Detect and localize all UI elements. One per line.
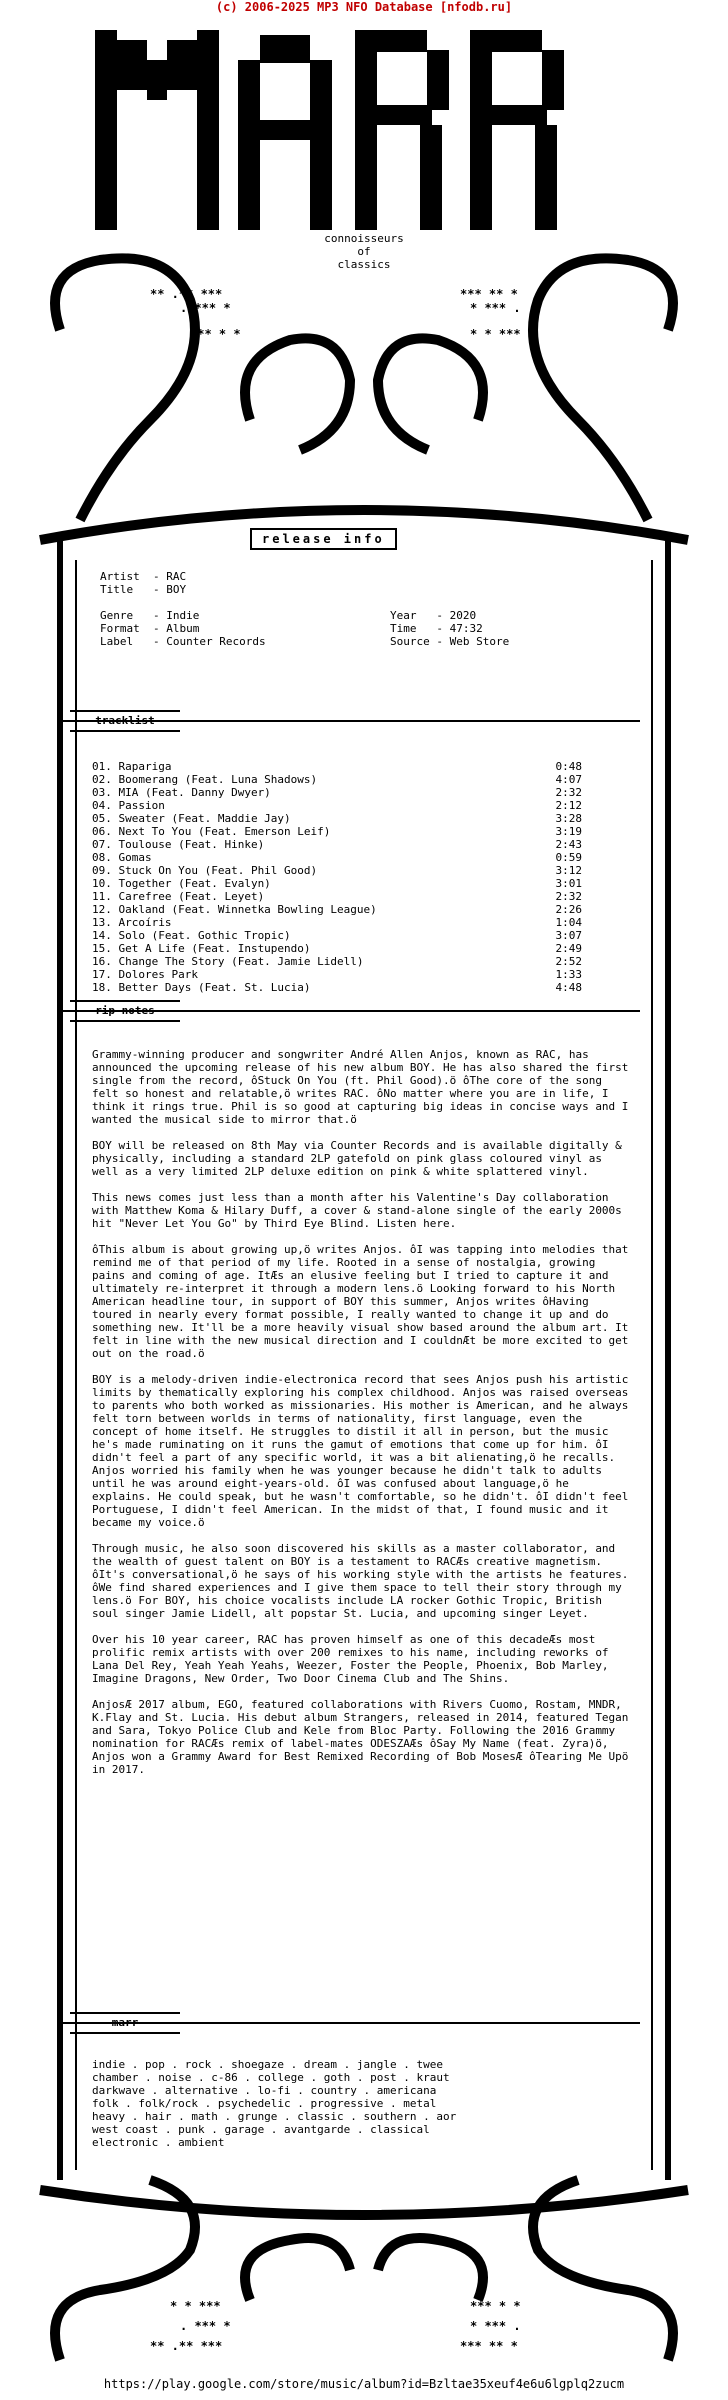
rip-notes-paragraph: BOY is a melody-driven indie-electronica record that sees Anjos push his artistic limits by thematically exploring his complex childhood. Anjos was raised overseas to parents who both worked as missionaries. His mother is American, and he always felt torn between worlds in terms of nationality, first language, even the concept of home itself. He struggles to distil it all in person, but the music he's made ruminating on it runs the gamut of emotions that come up for him. ôI didn't feel a part of any specific world, it was a bit alienating,ö he recalls. Anjos worried his family when he was younger because he didn't talk to adults until he was around eight-years-old. ôI was confused about language,ö he explains. He could speak, but he wasn't comfortable, so he didn't. ôI didn't feel Portuguese, I didn't feel American. In the midst of that, I found music and it became my voice.ö <box>92 1373 629 1529</box>
svg-text:. *** *: . *** * <box>180 301 231 315</box>
release-info-block: Artist - RAC Title - BOY Genre - Indie Format - Album Label - Counter Records Year - 2020 Time - 47:32 Source - Web Store <box>100 570 510 648</box>
track-row <box>92 864 582 877</box>
svg-text:* * ***: * * *** <box>470 327 521 341</box>
track-title: 04. Passion <box>92 799 165 812</box>
title-value: BOY <box>166 583 187 596</box>
rip-notes-paragraph: ôThis album is about growing up,ö writes Anjos. ôI was tapping into melodies that remind me of that period of my life. Rooted in a sense of nostalgia, growing pains and coming of age. ItÆs an elusive feeling but I tried to capture it and ultimately re-interpret it through a modern lens.ö Looking forward to his North American headline tour, in support of BOY this summer, Anjos writes ôHaving toured in nearly every format possible, I really wanted to change it up and do something new. It'll be a more heavily visual show based around the album art. It felt in line with the new musical direction and I couldnÆt be more excited to get out on the road.ö <box>92 1243 629 1360</box>
store-url[interactable]: https://play.google.com/store/music/album?id=Bzltae35xeuf4e6u6lgplq2zucm <box>103 2377 625 2391</box>
track-row <box>92 929 582 942</box>
artist-value: RAC <box>166 570 187 583</box>
track-duration: 2:52 <box>555 955 582 968</box>
track-title: 07. Toulouse (Feat. Hinke) <box>92 838 265 851</box>
top-swirl-icon <box>40 258 688 540</box>
svg-text:*** * *: *** * * <box>190 327 241 341</box>
track-title: 10. Together (Feat. Evalyn) <box>92 877 271 890</box>
rip-notes-text <box>92 1048 632 1789</box>
svg-text:* * ***: * * *** <box>170 2299 221 2313</box>
track-row <box>92 968 582 981</box>
track-title: 11. Carefree (Feat. Leyet) <box>92 890 265 903</box>
track-row <box>92 799 582 812</box>
track-title: 02. Boomerang (Feat. Luna Shadows) <box>92 773 318 786</box>
svg-text:. *** *: . *** * <box>180 2319 231 2333</box>
svg-text:* *** .: * *** . <box>470 2319 521 2333</box>
svg-text:** .** ***: ** .** *** <box>150 2339 223 2353</box>
genre-line: folk . folk/rock . psychedelic . progressive . metal <box>92 2097 437 2110</box>
track-title: 15. Get A Life (Feat. Instupendo) <box>92 942 311 955</box>
track-title: 05. Sweater (Feat. Maddie Jay) <box>92 812 291 825</box>
track-duration: 0:59 <box>555 851 582 864</box>
marr-heading: marr <box>70 2012 180 2034</box>
track-row <box>92 981 582 994</box>
rip-notes-heading: rip notes <box>70 1000 180 1022</box>
rip-notes-paragraph: Over his 10 year career, RAC has proven himself as one of this decadeÆs most prolific remix artists with over 200 remixes to his name, including reworks of Lana Del Rey, Yeah Yeah Yeahs, Weezer, Foster the People, Phoenix, Bob Marley, Imagine Dragons, New Order, Two Door Cinema Club and The Shins. <box>92 1633 609 1685</box>
rip-notes-paragraph: Grammy-winning producer and songwriter André Allen Anjos, known as RAC, has announced the upcoming release of his new album BOY. He has also shared the first single from the record, ôStuck On You (ft. Phil Good).ö ôThe core of the song felt so honest and relatable,ö writes RAC. ôNo matter where you are in life, I think it rings true. Phil is so good at capturing big ideas in concise ways and I wanted the musical side to mirror that.ö <box>92 1048 629 1126</box>
track-row <box>92 955 582 968</box>
track-title: 14. Solo (Feat. Gothic Tropic) <box>92 929 291 942</box>
track-row <box>92 942 582 955</box>
rip-notes-paragraph: Through music, he also soon discovered his skills as a master collaborator, and the wealth of guest talent on BOY is a testament to RACÆs creative magnetism. ôIt's conversational,ö he says of his working style with the artists he features. ôWe find shared experiences and I give them space to tell their story through my lens.ö For BOY, his choice vocalists include LA rocker Gothic Tropic, British soul singer Jamie Lidell, alt popstar St. Lucia, and upcoming singer Leyet. <box>92 1542 629 1620</box>
track-row <box>92 877 582 890</box>
track-title: 13. Arcoíris <box>92 916 172 929</box>
genre-list <box>92 2058 456 2149</box>
track-title: 01. Rapariga <box>92 760 172 773</box>
svg-text:*** ** *: *** ** * <box>460 287 518 301</box>
track-duration: 2:32 <box>555 786 582 799</box>
track-duration: 3:19 <box>555 825 582 838</box>
track-row <box>92 786 582 799</box>
track-row <box>92 812 582 825</box>
genre-line: indie . pop . rock . shoegaze . dream . jangle . twee <box>92 2058 443 2071</box>
tracklist <box>92 760 582 994</box>
track-duration: 3:28 <box>555 812 582 825</box>
track-duration: 0:48 <box>555 760 582 773</box>
track-row <box>92 916 582 929</box>
marr-logo-icon <box>95 30 564 230</box>
rip-notes-paragraph: This news comes just less than a month after his Valentine's Day collaboration with Matthew Koma & Hilary Duff, a cover & stand-alone single of the early 2000s hit "Never Let You Go" by Third Eye Blind. Listen here. <box>92 1191 622 1230</box>
track-duration: 1:33 <box>555 968 582 981</box>
track-duration: 2:32 <box>555 890 582 903</box>
track-title: 08. Gomas <box>92 851 152 864</box>
track-row <box>92 903 582 916</box>
genre-line: electronic . ambient <box>92 2136 225 2149</box>
release-info-heading: release info <box>250 528 397 550</box>
track-duration: 3:12 <box>555 864 582 877</box>
track-duration: 4:48 <box>555 981 582 994</box>
track-duration: 2:43 <box>555 838 582 851</box>
track-duration: 3:01 <box>555 877 582 890</box>
svg-text:*** ** *: *** ** * <box>460 2339 518 2353</box>
rip-notes-paragraph: BOY will be released on 8th May via Counter Records and is available digitally & physically, including a standard 2LP gatefold on pink glass coloured vinyl as well as a very limited 2LP deluxe edition on pink & white splattered vinyl. <box>92 1139 622 1178</box>
svg-text:** .** ***: ** .** *** <box>150 287 223 301</box>
track-duration: 3:07 <box>555 929 582 942</box>
track-title: 09. Stuck On You (Feat. Phil Good) <box>92 864 318 877</box>
track-row <box>92 838 582 851</box>
track-duration: 2:49 <box>555 942 582 955</box>
tracklist-heading: tracklist <box>70 710 180 732</box>
track-row <box>92 773 582 786</box>
track-row <box>92 760 582 773</box>
track-duration: 2:26 <box>555 903 582 916</box>
track-title: 06. Next To You (Feat. Emerson Leif) <box>92 825 331 838</box>
track-title: 03. MIA (Feat. Danny Dwyer) <box>92 786 271 799</box>
track-title: 18. Better Days (Feat. St. Lucia) <box>92 981 311 994</box>
track-duration: 4:07 <box>555 773 582 786</box>
genre-line: chamber . noise . c-86 . college . goth . post . kraut <box>92 2071 450 2084</box>
track-row <box>92 890 582 903</box>
bottom-swirl-icon <box>40 2180 688 2360</box>
genre-line: heavy . hair . math . grunge . classic . southern . aor <box>92 2110 457 2123</box>
genre-line: west coast . punk . garage . avantgarde . classical <box>92 2123 430 2136</box>
track-duration: 1:04 <box>555 916 582 929</box>
track-title: 12. Oakland (Feat. Winnetka Bowling League) <box>92 903 377 916</box>
tagline: connoisseurs of classics <box>324 232 404 271</box>
track-title: 17. Dolores Park <box>92 968 198 981</box>
nfodb-header-link[interactable]: (c) 2006-2025 MP3 NFO Database [nfodb.ru] <box>215 0 513 14</box>
genre-line: darkwave . alternative . lo-fi . country . americana <box>92 2084 437 2097</box>
rip-notes-paragraph: AnjosÆ 2017 album, EGO, featured collaborations with Rivers Cuomo, Rostam, MNDR, K.Flay and St. Lucia. His debut album Strangers, released in 2014, featured Tegan and Sara, Tokyo Police Club and Kele from Bloc Party. Following the 2016 Grammy nomination for RACÆs remix of label-mates ODESZAÆs ôSay My Name (feat. Zyra)ö, Anjos won a Grammy Award for Best Remixed Recording of Bob MosesÆ ôTearing Me Upö in 2017. <box>92 1698 629 1776</box>
track-row <box>92 851 582 864</box>
svg-text:* *** .: * *** . <box>470 301 521 315</box>
track-duration: 2:12 <box>555 799 582 812</box>
track-row <box>92 825 582 838</box>
svg-text:*** * *: *** * * <box>470 2299 521 2313</box>
track-title: 16. Change The Story (Feat. Jamie Lidell) <box>92 955 364 968</box>
